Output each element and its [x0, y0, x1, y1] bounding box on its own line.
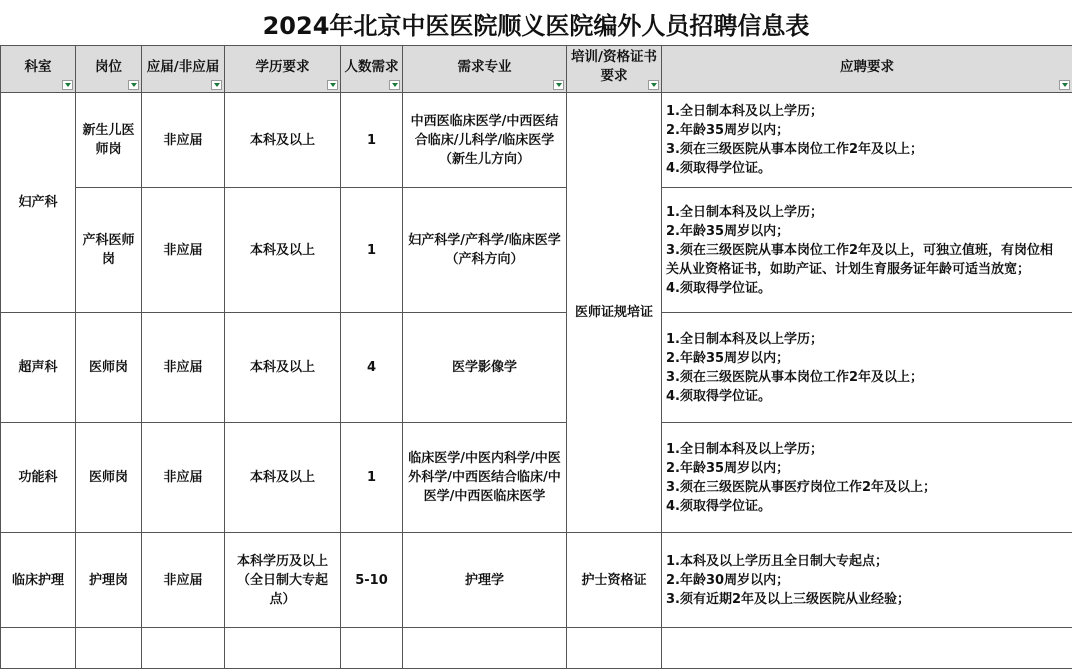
empty-cell	[225, 628, 341, 669]
filter-dropdown-icon[interactable]	[211, 80, 222, 90]
cell-count: 1	[341, 93, 403, 188]
cell-requirements: 1.全日制本科及以上学历； 2.年龄35周岁以内； 3.须在三级医院从事本岗位工作2年及以上； 4.须取得学位证。	[662, 93, 1072, 188]
cell-education: 本科学历及以上（全日制大专起点）	[225, 533, 341, 628]
cell-position: 新生儿医师岗	[76, 93, 142, 188]
cell-fresh: 非应届	[142, 93, 225, 188]
cell-fresh: 非应届	[142, 188, 225, 313]
empty-cell	[341, 628, 403, 669]
filter-dropdown-icon[interactable]	[62, 80, 73, 90]
filter-dropdown-icon[interactable]	[327, 80, 338, 90]
cell-education: 本科及以上	[225, 313, 341, 423]
recruitment-table	[0, 45, 1072, 669]
table-row	[1, 533, 1072, 628]
cell-position: 护理岗	[76, 533, 142, 628]
empty-cell	[1, 628, 76, 669]
cell-fresh: 非应届	[142, 423, 225, 533]
header-requirements: 应聘要求	[662, 46, 1072, 93]
cell-dept: 临床护理	[1, 533, 76, 628]
page-title: 2024年北京中医医院顺义医院编外人员招聘信息表	[0, 0, 1072, 46]
cell-major: 妇产科学/产科学/临床医学（产科方向）	[403, 188, 567, 313]
header-dept: 科室	[1, 46, 76, 93]
cell-cert: 医师证规培证	[567, 93, 662, 533]
cell-major: 护理学	[403, 533, 567, 628]
header-count: 人数需求	[341, 46, 403, 93]
cell-dept: 功能科	[1, 423, 76, 533]
cell-count: 4	[341, 313, 403, 423]
cell-requirements: 1.全日制本科及以上学历； 2.年龄35周岁以内； 3.须在三级医院从事本岗位工作2年及以上，可独立值班，有岗位相关从业资格证书，如助产证、计划生育服务证年龄可适当放宽； 4.须取得学位证。	[662, 188, 1072, 313]
empty-cell	[567, 628, 662, 669]
empty-cell	[403, 628, 567, 669]
empty-cell	[142, 628, 225, 669]
cell-position: 产科医师岗	[76, 188, 142, 313]
cell-major: 中西医临床医学/中西医结合临床/儿科学/临床医学（新生儿方向）	[403, 93, 567, 188]
cell-position: 医师岗	[76, 313, 142, 423]
table-row	[1, 93, 1072, 188]
header-fresh: 应届/非应届	[142, 46, 225, 93]
header-row	[1, 46, 1072, 93]
cell-requirements: 1.全日制本科及以上学历； 2.年龄35周岁以内； 3.须在三级医院从事本岗位工作2年及以上； 4.须取得学位证。	[662, 313, 1072, 423]
table-row	[1, 313, 1072, 423]
cell-major: 医学影像学	[403, 313, 567, 423]
filter-dropdown-icon[interactable]	[1059, 80, 1070, 90]
cell-fresh: 非应届	[142, 313, 225, 423]
cell-fresh: 非应届	[142, 533, 225, 628]
header-position: 岗位	[76, 46, 142, 93]
cell-count: 5-10	[341, 533, 403, 628]
cell-education: 本科及以上	[225, 93, 341, 188]
cell-requirements: 1.全日制本科及以上学历； 2.年龄35周岁以内； 3.须在三级医院从事医疗岗位工作2年及以上； 4.须取得学位证。	[662, 423, 1072, 533]
filter-dropdown-icon[interactable]	[128, 80, 139, 90]
table-row	[1, 628, 1072, 669]
cell-count: 1	[341, 423, 403, 533]
empty-cell	[662, 628, 1072, 669]
table-row	[1, 188, 1072, 313]
cell-position: 医师岗	[76, 423, 142, 533]
table-row	[1, 423, 1072, 533]
header-cert: 培训/资格证书要求	[567, 46, 662, 93]
cell-cert: 护士资格证	[567, 533, 662, 628]
cell-education: 本科及以上	[225, 188, 341, 313]
filter-dropdown-icon[interactable]	[648, 80, 659, 90]
header-major: 需求专业	[403, 46, 567, 93]
header-education: 学历要求	[225, 46, 341, 93]
cell-dept: 妇产科	[1, 93, 76, 313]
filter-dropdown-icon[interactable]	[389, 80, 400, 90]
cell-major: 临床医学/中医内科学/中医外科学/中西医结合临床/中医学/中西医临床医学	[403, 423, 567, 533]
empty-cell	[76, 628, 142, 669]
filter-dropdown-icon[interactable]	[553, 80, 564, 90]
cell-dept: 超声科	[1, 313, 76, 423]
cell-education: 本科及以上	[225, 423, 341, 533]
cell-count: 1	[341, 188, 403, 313]
cell-requirements: 1.本科及以上学历且全日制大专起点； 2.年龄30周岁以内； 3.须有近期2年及以上三级医院从业经验；	[662, 533, 1072, 628]
